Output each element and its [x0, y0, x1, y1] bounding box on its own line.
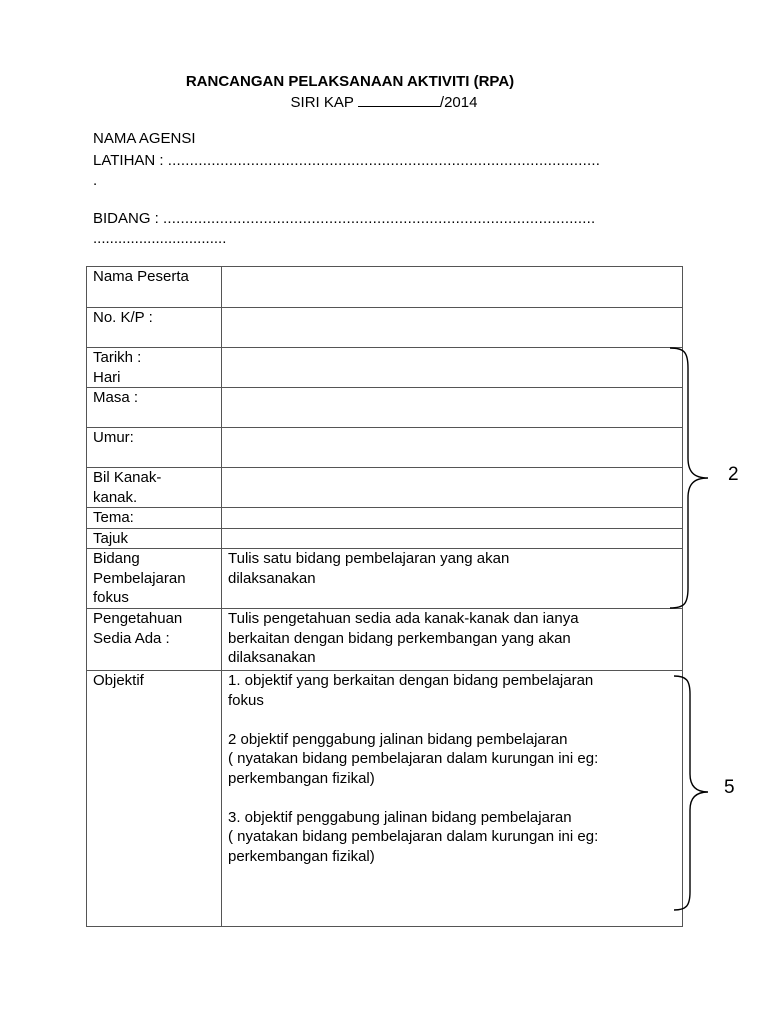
row-value[interactable] [222, 428, 683, 468]
bidang-dots: ................................................................................................... [163, 210, 596, 227]
row-value[interactable] [222, 267, 683, 308]
table-row [87, 549, 683, 609]
curly-brace-bottom [672, 674, 722, 914]
table-row [87, 388, 683, 428]
bidang-line [93, 210, 595, 227]
table-row [87, 508, 683, 529]
row-value[interactable]: 1. objektif yang berkaitan dengan bidang pembelajaran fokus 2 objektif penggabung jalinan bidang pembelajaran ( nyatakan bidang pembelajaran dalam kurungan ini eg: perkembangan fizikal) 3. objektif penggabung jalinan bidang pembelajaran ( nyatakan bidang pembelajaran dalam kurungan ini eg: perkembangan fizikal) [222, 671, 683, 927]
row-label: Tema: [87, 508, 222, 529]
table-row [87, 348, 683, 388]
row-label: Umur: [87, 428, 222, 468]
rpa-form-table [86, 266, 683, 927]
row-label: Bil Kanak- kanak. [87, 468, 222, 508]
row-value[interactable]: Tulis satu bidang pembelajaran yang akan dilaksanakan [222, 549, 683, 609]
table-row [87, 671, 683, 927]
row-label: Masa : [87, 388, 222, 428]
brace-number-top: 2 [728, 464, 739, 485]
document-subtitle [0, 92, 768, 111]
row-value[interactable]: Tulis pengetahuan sedia ada kanak-kanak dan ianya berkaitan dengan bidang perkembangan yang akan dilaksanakan [222, 609, 683, 671]
subtitle-blank-line [358, 92, 440, 107]
row-value[interactable] [222, 528, 683, 549]
row-label: Tarikh : Hari [87, 348, 222, 388]
document-title: RANCANGAN PELAKSANAAN AKTIVITI (RPA) [185, 73, 515, 90]
latihan-label: LATIHAN : [93, 152, 168, 169]
subtitle-prefix: SIRI KAP [290, 94, 354, 111]
latihan-line [93, 152, 600, 169]
row-value[interactable] [222, 388, 683, 428]
curly-brace-top [668, 346, 718, 610]
row-label: Bidang Pembelajaran fokus [87, 549, 222, 609]
agency-label: NAMA AGENSI [93, 130, 196, 147]
subtitle-suffix: /2014 [439, 94, 478, 111]
table-row [87, 468, 683, 508]
row-label: Objektif [87, 671, 222, 927]
table-row [87, 267, 683, 308]
table-row [87, 428, 683, 468]
bidang-label: BIDANG : [93, 210, 164, 227]
row-value[interactable] [222, 468, 683, 508]
row-label: Nama Peserta [87, 267, 222, 308]
latihan-dots-cont: . [93, 172, 98, 189]
table-row [87, 308, 683, 348]
row-value[interactable] [222, 348, 683, 388]
brace-number-bottom: 5 [724, 777, 735, 798]
table-row [87, 609, 683, 671]
bidang-dots-cont: ................................ [93, 230, 227, 247]
row-label: Pengetahuan Sedia Ada : [87, 609, 222, 671]
row-value[interactable] [222, 508, 683, 529]
row-label: No. K/P : [87, 308, 222, 348]
row-value[interactable] [222, 308, 683, 348]
table-row [87, 528, 683, 549]
row-label: Tajuk [87, 528, 222, 549]
latihan-dots: ................................................................................................... [167, 152, 601, 169]
